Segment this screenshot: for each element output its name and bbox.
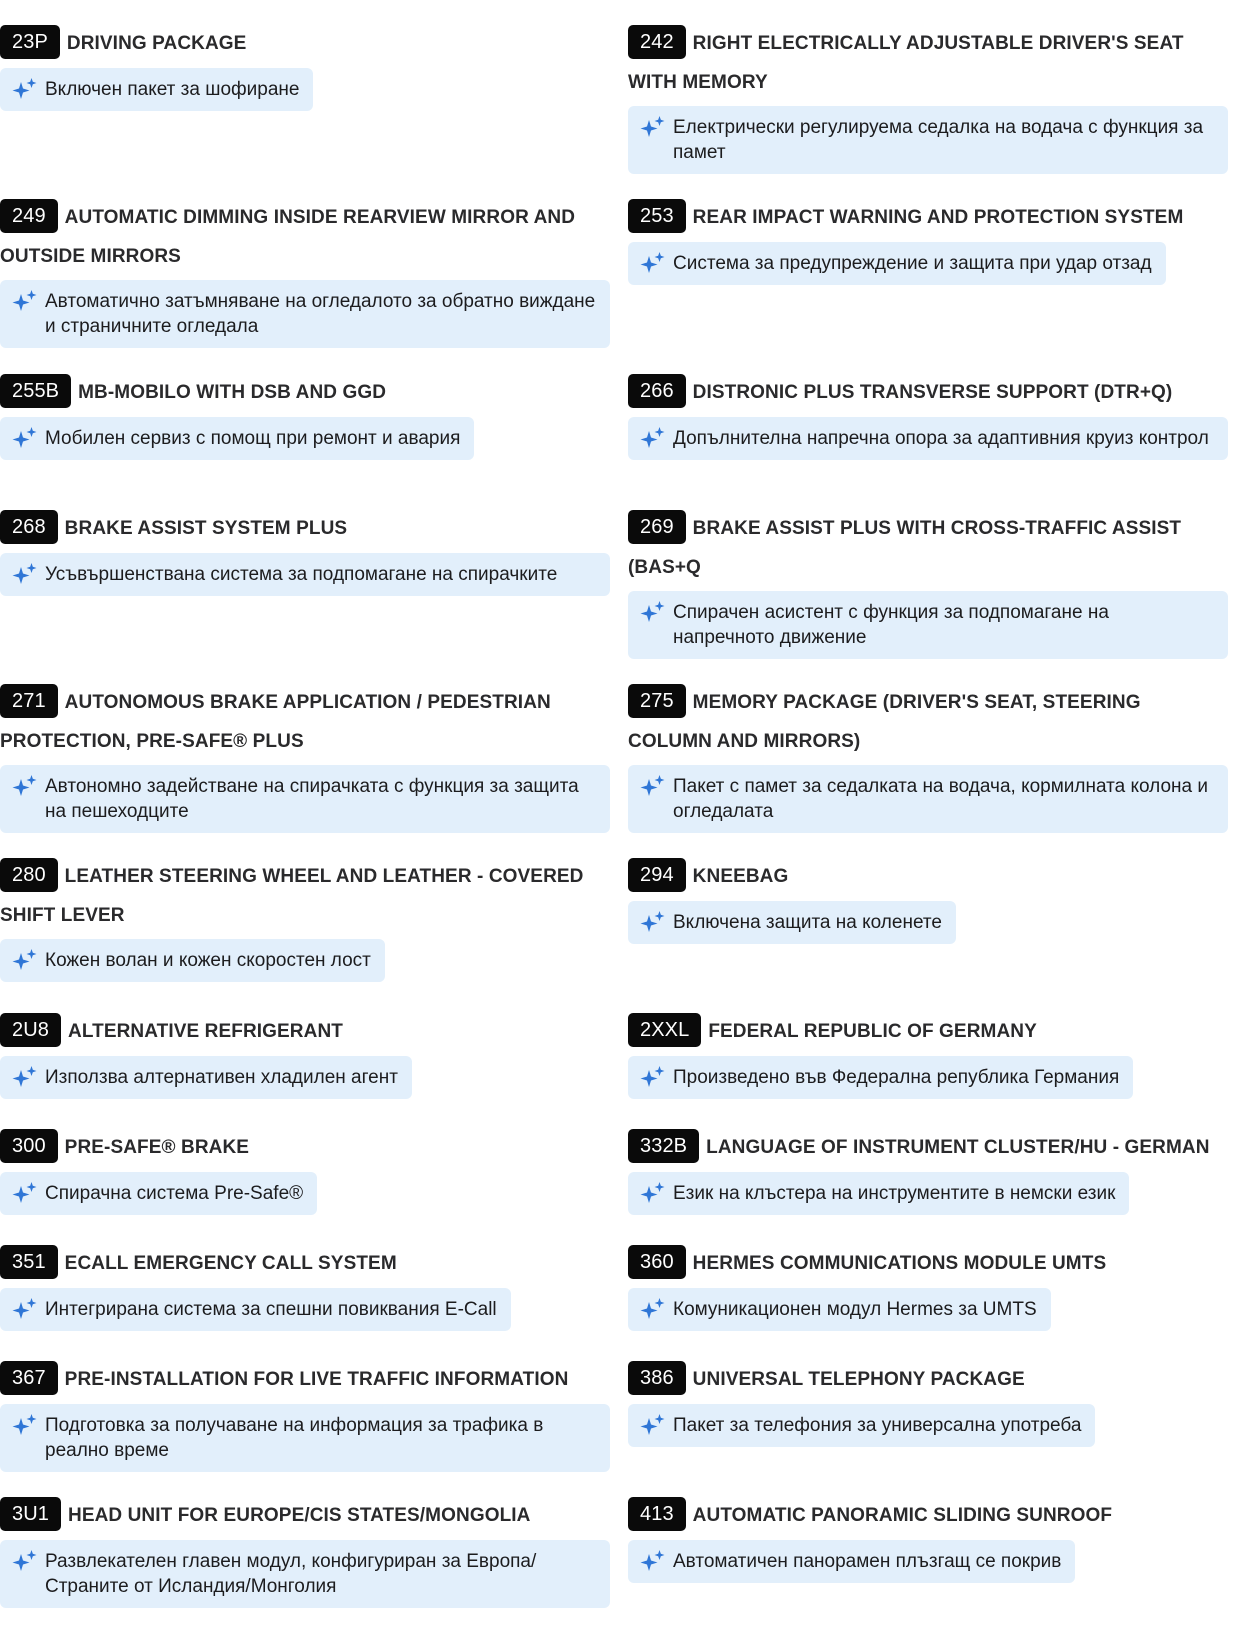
sparkle-icon xyxy=(640,251,667,276)
sparkle-icon xyxy=(12,289,39,314)
translation-text: Усъвършенствана система за подпомагане на спирачките xyxy=(45,563,558,585)
option-item xyxy=(0,25,610,111)
option-code-badge: 280 xyxy=(0,858,58,892)
option-item xyxy=(628,1245,1228,1331)
option-title: AUTOMATIC PANORAMIC SLIDING SUNROOF xyxy=(692,1505,1113,1526)
sparkle-icon xyxy=(640,426,667,451)
translation-box xyxy=(628,1404,1095,1447)
translation-text: Електрически регулируема седалка на водача с функция за памет xyxy=(673,117,1204,163)
translation-text: Включена защита на коленете xyxy=(673,911,942,933)
option-item xyxy=(628,1013,1228,1099)
translation-text: Автономно задействане на спирачката с функция за защита на пешеходците xyxy=(45,776,579,822)
option-title: AUTOMATIC DIMMING INSIDE REARVIEW MIRROR AND OUTSIDE MIRRORS xyxy=(0,207,576,267)
option-item xyxy=(0,199,610,348)
sparkle-icon xyxy=(640,910,667,935)
option-code-badge: 367 xyxy=(0,1361,58,1395)
translation-box xyxy=(628,1288,1051,1331)
option-title: HERMES COMMUNICATIONS MODULE UMTS xyxy=(692,1253,1107,1274)
translation-box xyxy=(0,1404,610,1472)
option-heading xyxy=(628,199,1228,238)
sparkle-icon xyxy=(640,600,667,625)
option-title: REAR IMPACT WARNING AND PROTECTION SYSTEM xyxy=(692,207,1184,228)
option-code-badge: 242 xyxy=(628,25,686,59)
option-heading xyxy=(0,374,610,413)
option-item xyxy=(0,1013,610,1099)
option-title: ALTERNATIVE REFRIGERANT xyxy=(68,1021,343,1042)
option-heading xyxy=(628,858,1228,897)
sparkle-icon xyxy=(12,562,39,587)
sparkle-icon xyxy=(12,1181,39,1206)
option-code-badge: 386 xyxy=(628,1361,686,1395)
option-code-badge: 23P xyxy=(0,25,60,59)
translation-box xyxy=(0,553,610,596)
translation-text: Подготовка за получаване на информация за трафика в реално време xyxy=(45,1414,544,1461)
translation-text: Комуникационен модул Hermes за UMTS xyxy=(673,1298,1037,1320)
option-title: BRAKE ASSIST PLUS WITH CROSS-TRAFFIC ASSIST (BAS+Q xyxy=(628,518,1182,578)
option-code-badge: 300 xyxy=(0,1129,58,1163)
option-code-badge: 351 xyxy=(0,1245,58,1279)
option-item xyxy=(628,510,1228,659)
translation-box xyxy=(0,417,474,460)
translation-text: Използва алтернативен хладилен агент xyxy=(45,1066,398,1088)
translation-text: Пакет с памет за седалката на водача, кормилната колона и огледалата xyxy=(673,776,1208,822)
translation-text: Пакет за телефония за универсална употреба xyxy=(673,1414,1082,1436)
translation-box xyxy=(628,901,956,944)
translation-text: Включен пакет за шофиране xyxy=(45,78,300,100)
option-heading xyxy=(628,1361,1228,1400)
option-code-badge: 253 xyxy=(628,199,686,233)
option-heading xyxy=(0,1361,610,1400)
option-code-badge: 360 xyxy=(628,1245,686,1279)
option-code-badge: 271 xyxy=(0,684,58,718)
option-code-badge: 413 xyxy=(628,1497,686,1531)
option-item xyxy=(628,1497,1228,1583)
option-code-badge: 2XXL xyxy=(628,1013,701,1047)
option-title: MEMORY PACKAGE (DRIVER'S SEAT, STEERING COLUMN AND MIRRORS) xyxy=(628,692,1141,752)
option-code-badge: 3U1 xyxy=(0,1497,61,1531)
sparkle-icon xyxy=(12,1549,39,1574)
translation-box xyxy=(0,939,385,982)
sparkle-icon xyxy=(12,77,39,102)
translation-text: Развлекателен главен модул, конфигуриран за Европа/ Страните от Исландия/Монголия xyxy=(45,1550,537,1597)
translation-box xyxy=(0,1540,610,1608)
translation-text: Език на клъстера на инструментите в немски език xyxy=(673,1182,1116,1204)
option-heading xyxy=(628,1497,1228,1536)
option-code-badge: 266 xyxy=(628,374,686,408)
option-item xyxy=(628,25,1228,174)
translation-box xyxy=(0,1172,317,1215)
option-item xyxy=(0,1245,610,1331)
option-code-badge: 255B xyxy=(0,374,71,408)
translation-text: Кожен волан и кожен скоростен лост xyxy=(45,950,371,971)
option-title: DRIVING PACKAGE xyxy=(66,33,247,54)
translation-box xyxy=(0,280,610,348)
translation-box xyxy=(0,765,610,833)
translation-box xyxy=(628,242,1166,285)
translation-box xyxy=(628,591,1228,659)
option-item xyxy=(0,684,610,833)
option-title: ECALL EMERGENCY CALL SYSTEM xyxy=(64,1253,397,1274)
option-title: LANGUAGE OF INSTRUMENT CLUSTER/HU - GERMAN xyxy=(706,1137,1210,1158)
option-item xyxy=(628,858,1228,944)
sparkle-icon xyxy=(640,1413,667,1438)
translation-box xyxy=(628,1056,1133,1099)
translation-box xyxy=(0,1288,511,1331)
sparkle-icon xyxy=(640,1297,667,1322)
option-code-badge: 249 xyxy=(0,199,58,233)
sparkle-icon xyxy=(12,948,39,973)
option-item xyxy=(0,510,610,596)
translation-box xyxy=(628,417,1228,460)
option-title: MB-MOBILO WITH DSB AND GGD xyxy=(78,382,387,403)
option-code-badge: 275 xyxy=(628,684,686,718)
option-code-badge: 332B xyxy=(628,1129,699,1163)
option-code-badge: 2U8 xyxy=(0,1013,61,1047)
option-code-badge: 294 xyxy=(628,858,686,892)
sparkle-icon xyxy=(640,115,667,140)
translation-text: Автоматичен панорамен плъзгащ се покрив xyxy=(673,1550,1062,1572)
option-heading xyxy=(628,374,1228,413)
option-title: HEAD UNIT FOR EUROPE/CIS STATES/MONGOLIA xyxy=(68,1505,531,1526)
option-item xyxy=(628,199,1228,285)
option-title: LEATHER STEERING WHEEL AND LEATHER - COVERED SHIFT LEVER xyxy=(0,866,584,926)
option-heading xyxy=(0,199,610,276)
sparkle-icon xyxy=(640,1549,667,1574)
option-title: KNEEBAG xyxy=(692,866,789,887)
option-heading xyxy=(0,1497,610,1536)
sparkle-icon xyxy=(12,426,39,451)
translation-box xyxy=(628,106,1228,174)
option-heading xyxy=(628,1013,1228,1052)
option-heading xyxy=(628,684,1228,761)
option-code-badge: 268 xyxy=(0,510,58,544)
translation-text: Мобилен сервиз с помощ при ремонт и авария xyxy=(45,427,461,449)
option-title: RIGHT ELECTRICALLY ADJUSTABLE DRIVER'S SEAT WITH MEMORY xyxy=(628,33,1184,93)
option-title: PRE-INSTALLATION FOR LIVE TRAFFIC INFORMATION xyxy=(64,1369,569,1390)
option-title: AUTONOMOUS BRAKE APPLICATION / PEDESTRIAN PROTECTION, PRE-SAFE® PLUS xyxy=(0,692,551,752)
sparkle-icon xyxy=(12,774,39,799)
sparkle-icon xyxy=(12,1413,39,1438)
option-heading xyxy=(0,858,610,935)
option-heading xyxy=(0,25,610,64)
option-title: BRAKE ASSIST SYSTEM PLUS xyxy=(64,518,348,539)
option-code-badge: 269 xyxy=(628,510,686,544)
translation-text: Интегрирана система за спешни повиквания E-Call xyxy=(45,1298,497,1320)
option-item xyxy=(0,374,610,460)
translation-text: Произведено във Федерална република Германия xyxy=(673,1066,1120,1088)
sparkle-icon xyxy=(640,1065,667,1090)
option-title: FEDERAL REPUBLIC OF GERMANY xyxy=(708,1021,1037,1042)
translation-box xyxy=(0,1056,412,1099)
option-heading xyxy=(628,1245,1228,1284)
translation-text: Спирачна система Pre-Safe® xyxy=(45,1182,304,1204)
option-heading xyxy=(628,25,1228,102)
option-heading xyxy=(0,1245,610,1284)
translation-box xyxy=(628,1172,1129,1215)
option-item xyxy=(0,1497,610,1608)
option-title: PRE-SAFE® BRAKE xyxy=(64,1137,250,1158)
translation-text: Допълнителна напречна опора за адаптивния круиз контрол xyxy=(673,427,1209,449)
option-title: DISTRONIC PLUS TRANSVERSE SUPPORT (DTR+Q) xyxy=(692,382,1173,403)
translation-box xyxy=(628,765,1228,833)
option-heading xyxy=(0,1013,610,1052)
option-item xyxy=(628,374,1228,460)
sparkle-icon xyxy=(640,774,667,799)
option-heading xyxy=(0,684,610,761)
option-item xyxy=(0,1129,610,1215)
sparkle-icon xyxy=(640,1181,667,1206)
translation-text: Система за предупреждение и защита при удар отзад xyxy=(673,252,1152,274)
sparkle-icon xyxy=(12,1065,39,1090)
option-item xyxy=(628,684,1228,833)
option-item xyxy=(0,1361,610,1472)
sparkle-icon xyxy=(12,1297,39,1322)
translation-text: Автоматично затъмняване на огледалото за обратно виждане и страничните огледала xyxy=(45,291,596,337)
translation-text: Спирачен асистент с функция за подпомагане на напречното движение xyxy=(673,602,1109,648)
option-item xyxy=(0,858,610,982)
option-heading xyxy=(0,510,610,549)
translation-box xyxy=(0,68,313,111)
option-item xyxy=(628,1129,1228,1215)
translation-box xyxy=(628,1540,1075,1583)
option-heading xyxy=(0,1129,610,1168)
option-title: UNIVERSAL TELEPHONY PACKAGE xyxy=(692,1369,1025,1390)
option-heading xyxy=(628,510,1228,587)
option-item xyxy=(628,1361,1228,1447)
option-heading xyxy=(628,1129,1228,1168)
